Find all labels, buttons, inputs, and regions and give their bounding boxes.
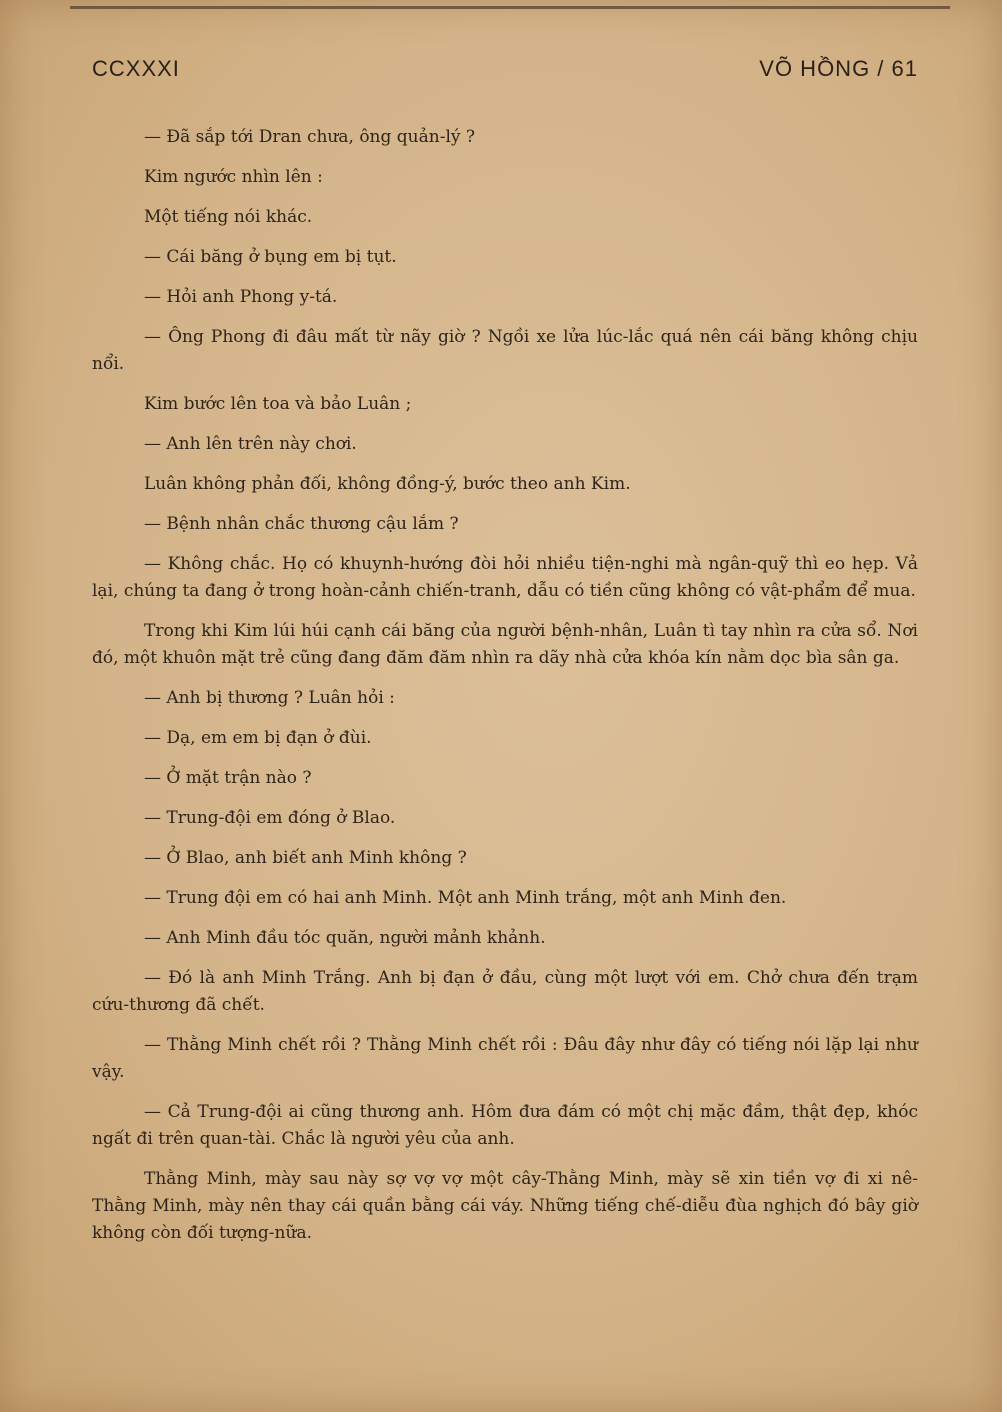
- paragraph: — Bệnh nhân chắc thương cậu lắm ?: [144, 514, 459, 534]
- paragraph: Kim bước lên toa và bảo Luân ;: [144, 394, 412, 414]
- paragraph: Trong khi Kim lúi húi cạnh cái băng của người bệnh-nhân, Luân tì tay nhìn ra cửa sổ. Nơi đó, một khuôn mặt trẻ cũng đang đăm đăm nhìn ra dãy nhà cửa khóa kín nằm dọc bìa sân ga.: [92, 621, 918, 668]
- paragraph: — Không chắc. Họ có khuynh-hướng đòi hỏi nhiều tiện-nghi mà ngân-quỹ thì eo hẹp. Vả lại, chúng ta đang ở trong hoàn-cảnh chiến-tranh, dẫu có tiền cũng không có vật-phẩm để mua.: [92, 554, 918, 601]
- paragraph: — Trung đội em có hai anh Minh. Một anh Minh trắng, một anh Minh đen.: [144, 888, 787, 908]
- paragraph: — Dạ, em em bị đạn ở đùi.: [144, 728, 372, 748]
- paragraph: — Đã sắp tới Dran chưa, ông quản-lý ?: [144, 127, 476, 147]
- top-edge-line: [70, 6, 950, 9]
- paragraph: — Anh lên trên này chơi.: [144, 434, 357, 454]
- paragraph: Thằng Minh, mày sau này sợ vợ vợ một cây-Thằng Minh, mày sẽ xin tiền vợ đi xi nê-Thằng Minh, mày nên thay cái quần bằng cái váy. Những tiếng chế-diễu đùa nghịch đó bây giờ không còn đối tượng-nữa.: [92, 1169, 918, 1243]
- paragraph: — Hỏi anh Phong y-tá.: [144, 287, 338, 307]
- author-and-page-number: VÕ HỒNG / 61: [759, 56, 918, 81]
- paragraph: — Đó là anh Minh Trắng. Anh bị đạn ở đầu, cùng một lượt với em. Chở chưa đến trạm cứu-thương đã chết.: [92, 968, 918, 1015]
- body-text: [92, 124, 918, 1247]
- paragraph: — Trung-đội em đóng ở Blao.: [144, 808, 396, 828]
- paragraph: — Anh bị thương ? Luân hỏi :: [144, 688, 395, 708]
- paragraph: Một tiếng nói khác.: [144, 207, 313, 227]
- paragraph: Kim ngước nhìn lên :: [144, 167, 323, 187]
- chapter-number: CCXXXI: [92, 56, 180, 81]
- paragraph: — Ông Phong đi đâu mất từ nãy giờ ? Ngồi xe lửa lúc-lắc quá nên cái băng không chịu nổi.: [92, 327, 918, 374]
- paragraph: Luân không phản đối, không đồng-ý, bước theo anh Kim.: [144, 474, 631, 494]
- paragraph: — Ở Blao, anh biết anh Minh không ?: [144, 848, 467, 868]
- paragraph: — Ở mặt trận nào ?: [144, 768, 312, 788]
- paragraph: — Anh Minh đầu tóc quăn, người mảnh khảnh.: [144, 928, 546, 948]
- paragraph: — Cái băng ở bụng em bị tụt.: [144, 247, 397, 267]
- paragraph: — Thằng Minh chết rồi ? Thằng Minh chết rồi : Đâu đây như đây có tiếng nói lặp lại như vậy.: [92, 1035, 918, 1082]
- page-header: [92, 56, 918, 88]
- paragraph: — Cả Trung-đội ai cũng thương anh. Hôm đưa đám có một chị mặc đầm, thật đẹp, khóc ngất đi trên quan-tài. Chắc là người yêu của anh.: [92, 1102, 918, 1149]
